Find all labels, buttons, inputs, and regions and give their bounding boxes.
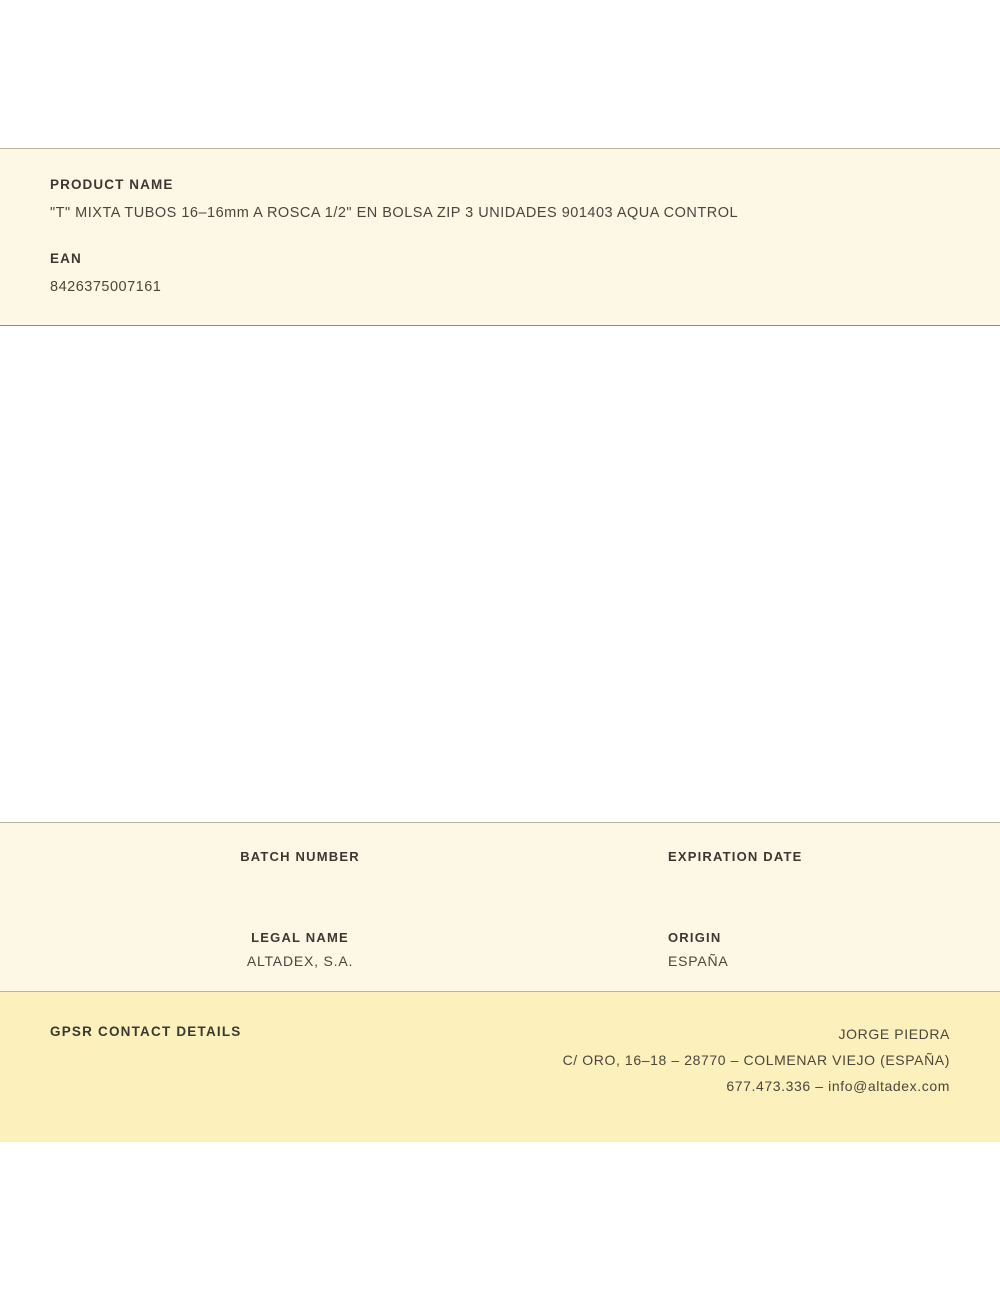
batch-number-cell (0, 849, 600, 872)
image-placeholder-area (0, 326, 1000, 822)
batch-number-label: BATCH NUMBER (240, 849, 360, 864)
gpsr-contact-label: GPSR CONTACT DETAILS (50, 1024, 242, 1039)
field-spacer (50, 221, 950, 251)
origin-value: ESPAÑA (668, 953, 729, 969)
product-name-value: "T" MIXTA TUBOS 16–16mm A ROSCA 1/2" EN BOLSA ZIP 3 UNIDADES 901403 AQUA CONTROL (50, 205, 739, 221)
gpsr-contact-section (0, 992, 1000, 1142)
ean-value: 8426375007161 (50, 279, 162, 295)
gpsr-contact-details (563, 1022, 950, 1100)
top-whitespace (0, 0, 1000, 148)
legal-name-label: LEGAL NAME (251, 930, 349, 945)
bottom-whitespace (0, 1142, 1000, 1300)
batch-row-spacer (0, 872, 1000, 930)
legal-name-cell (0, 930, 600, 969)
product-info-section (0, 148, 1000, 326)
ean-label: EAN (50, 251, 82, 266)
batch-legal-section (0, 822, 1000, 992)
origin-label: ORIGIN (668, 930, 722, 945)
expiration-date-cell (600, 849, 1000, 872)
product-name-label: PRODUCT NAME (50, 177, 174, 192)
gpsr-address: C/ ORO, 16–18 – 28770 – COLMENAR VIEJO (ESPAÑA) (562, 1051, 950, 1068)
gpsr-contact-name: JORGE PIEDRA (838, 1026, 950, 1042)
batch-row (0, 849, 1000, 872)
legal-name-value: ALTADEX, S.A. (246, 953, 354, 969)
gpsr-phone-email: 677.473.336 – info@altadex.com (726, 1077, 950, 1094)
origin-cell (600, 930, 1000, 969)
legal-row (0, 930, 1000, 969)
expiration-date-label: EXPIRATION DATE (668, 849, 803, 864)
